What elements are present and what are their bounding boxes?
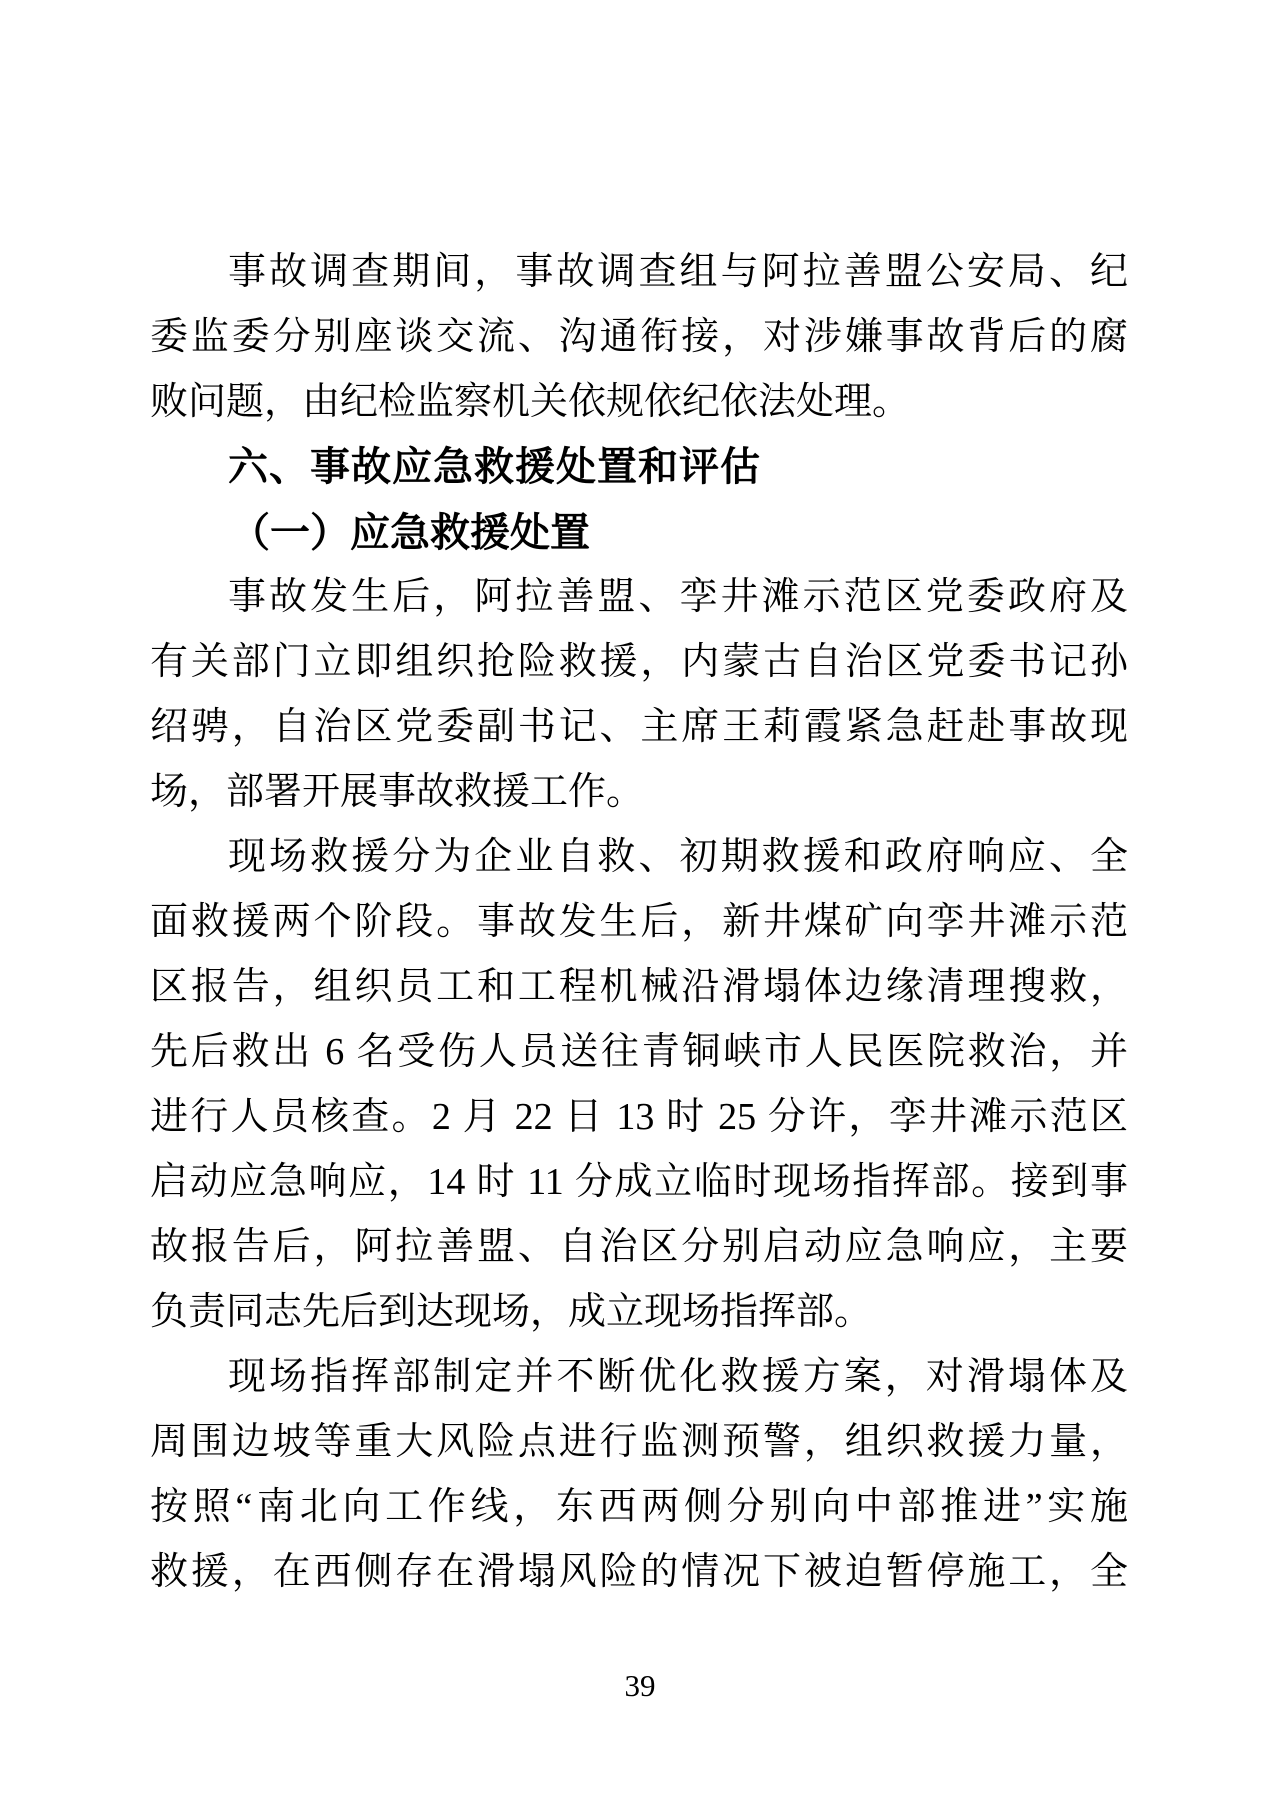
body-line: 现场指挥部制定并不断优化救援方案，对滑塌体及 — [228, 1356, 1128, 1398]
body-line: 绍骋，自治区党委副书记、主席王莉霞紧急赶赴事故现 — [150, 706, 1128, 748]
body-line: 区报告，组织员工和工程机械沿滑塌体边缘清理搜救， — [150, 966, 1128, 1008]
body-line: 事故调查期间，事故调查组与阿拉善盟公安局、纪 — [228, 251, 1128, 293]
body-line: 周围边坡等重大风险点进行监测预警，组织救援力量， — [150, 1421, 1128, 1463]
body-line: 负责同志先后到达现场，成立现场指挥部。 — [150, 1291, 873, 1333]
page-number: 39 — [624, 1668, 656, 1703]
body-line: 故报告后，阿拉善盟、自治区分别启动应急响应，主要 — [150, 1226, 1128, 1268]
body-line: 按照“南北向工作线，东西两侧分别向中部推进”实施 — [150, 1486, 1128, 1528]
body-line: 先后救出 6 名受伤人员送往青铜峡市人民医院救治，并 — [150, 1031, 1128, 1073]
sub-heading: （一）应急救援处置 — [230, 510, 590, 555]
body-line: 有关部门立即组织抢险救援，内蒙古自治区党委书记孙 — [150, 641, 1128, 683]
body-line: 救援，在西侧存在滑塌风险的情况下被迫暂停施工，全 — [150, 1551, 1128, 1593]
body-line: 场，部署开展事故救援工作。 — [150, 771, 645, 813]
body-line: 败问题，由纪检监察机关依规依纪依法处理。 — [150, 381, 911, 423]
section-heading: 六、事故应急救援处置和评估 — [228, 445, 761, 489]
text-block — [150, 240, 1128, 1605]
body-line: 启动应急响应，14 时 11 分成立临时现场指挥部。接到事 — [150, 1161, 1128, 1203]
body-line: 现场救援分为企业自救、初期救援和政府响应、全 — [228, 836, 1128, 878]
body-line: 面救援两个阶段。事故发生后，新井煤矿向孪井滩示范 — [150, 901, 1128, 943]
body-line: 委监委分别座谈交流、沟通衔接，对涉嫌事故背后的腐 — [150, 316, 1128, 358]
body-line: 事故发生后，阿拉善盟、孪井滩示范区党委政府及 — [228, 576, 1128, 618]
body-line: 进行人员核查。2 月 22 日 13 时 25 分许，孪井滩示范区 — [150, 1096, 1128, 1138]
